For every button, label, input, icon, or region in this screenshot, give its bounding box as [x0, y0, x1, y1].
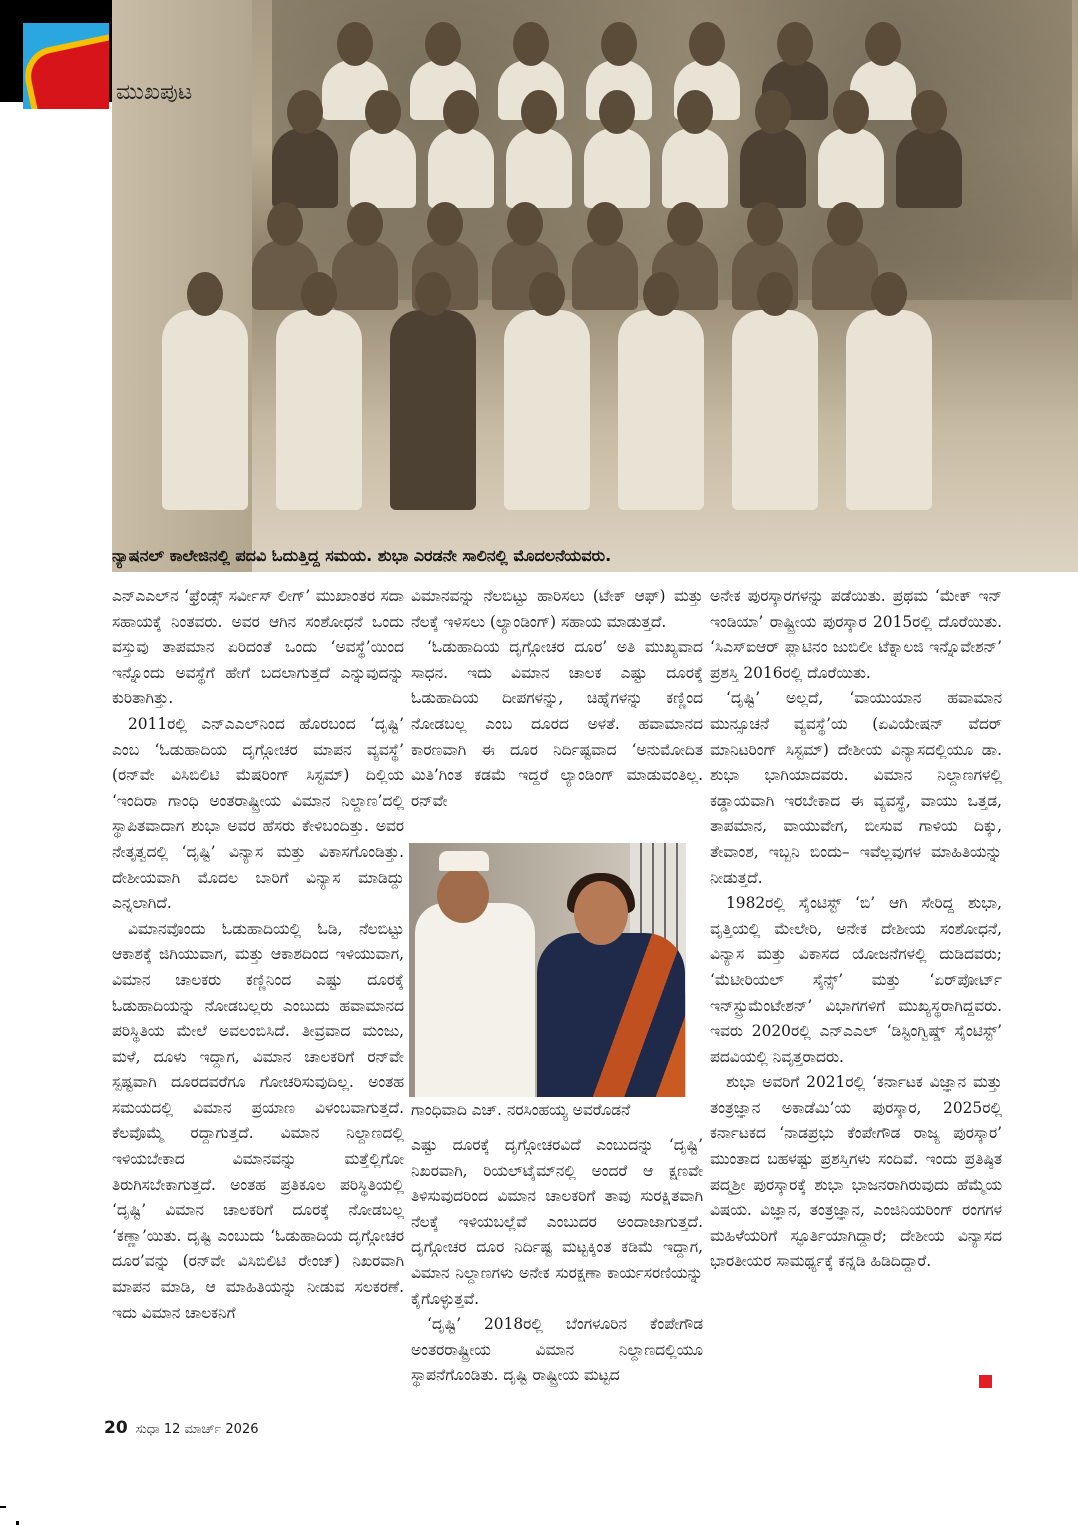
article-column-2: [411, 584, 703, 814]
person: [272, 128, 338, 208]
person: [818, 128, 884, 208]
paragraph: ‘ದೃಷ್ಟಿ’ ಅಲ್ಲದೆ, ‘ವಾಯುಯಾನ ಹವಾಮಾನ ಮುನ್ಸೂಚನೆ ವ್ಯವಸ್ಥೆ’ಯ (ಏವಿಯೇಷನ್ ವೆದರ್ ಮಾನಿಟರಿಂಗ್ ಸಿಸ್ಟಮ್) ದೇಶೀಯ ವಿನ್ಯಾಸದಲ್ಲಿಯೂ ಡಾ. ಶುಭಾ ಭಾಗಿಯಾದವರು. ವಿಮಾನ ನಿಲ್ದಾಣಗಳಲ್ಲಿ ಕಡ್ಡಾಯವಾಗಿ ಇರಬೇಕಾದ ಈ ವ್ಯವಸ್ಥೆ, ವಾಯು ಒತ್ತಡ, ತಾಪಮಾನ, ವಾಯುವೇಗ, ಬೀಸುವ ಗಾಳಿಯ ದಿಕ್ಕು, ತೇವಾಂಶ, ಇಬ್ಬನಿ ಬಿಂದು– ಇವೆಲ್ಲವುಗಳ ಮಾಹಿತಿಯನ್ನು ನೀಡುತ್ತದೆ.: [710, 689, 1002, 887]
photo-woman-face: [574, 881, 628, 945]
paragraph: ಎನ್‌ಎಎಲ್‌ನ ‘ಫ್ರೆಂಡ್ಸ್ ಸರ್ವೀಸ್ ಲೀಗ್’ ಮುಖಾಂತರ ಸದಾ ಸಹಾಯಕ್ಕೆ ನಿಂತವರು. ಅವರ ಆಗಿನ ಸಂಶೋಧನೆ ಒಂದು ವಸ್ತುವು ತಾಪಮಾನ ಏರಿದಂತೆ ಒಂದು ‘ಅವಸ್ಥೆ’ಯಿಂದ ಇನ್ನೊಂದು ಅವಸ್ಥೆಗೆ ಹೇಗೆ ಬದಲಾಗುತ್ತದೆ ಎನ್ನುವುದನ್ನು ಕುರಿತಾಗಿತ್ತು.: [112, 587, 404, 708]
paragraph: ವಿಮಾನವನ್ನು ನೆಲಬಿಟ್ಟು ಹಾರಿಸಲು (ಟೇಕ್ ಆಫ್) ಮತ್ತು ನೆಲಕ್ಕೆ ಇಳಿಸಲು (ಲ್ಯಾಂಡಿಂಗ್) ಸಹಾಯ ಮಾಡುತ್ತದೆ.: [411, 587, 703, 631]
person: [662, 128, 728, 208]
person: [506, 128, 572, 208]
paragraph: ‘ಓಡುಹಾದಿಯ ದೃಗ್ಗೋಚರ ದೂರ’ ಅತಿ ಮುಖ್ಯವಾದ ಸಾಧನ. ಇದು ವಿಮಾನ ಚಾಲಕ ಎಷ್ಟು ದೂರಕ್ಕೆ ಓಡುಹಾದಿಯ ದೀಪಗಳನ್ನು, ಚಿಹ್ನೆಗಳನ್ನು ಕಣ್ಣಿಂದ ನೋಡಬಲ್ಲ ಎಂಬ ದೂರದ ಅಳತೆ. ಹವಾಮಾನದ ಕಾರಣವಾಗಿ ಈ ದೂರ ನಿರ್ದಿಷ್ಟವಾದ ‘ಅನುಮೋದಿತ ಮಿತಿ’ಗಿಂತ ಕಡಮೆ ಇದ್ದರೆ ಲ್ಯಾಂಡಿಂಗ್ ಮಾಡುವಂತಿಲ್ಲ. ರನ್‌ವೇ: [411, 638, 703, 810]
person: [896, 128, 962, 208]
person: [740, 128, 806, 208]
paragraph: ‘ದೃಷ್ಟಿ’ 2018ರಲ್ಲಿ ಬೆಂಗಳೂರಿನ ಕೆಂಪೇಗೌಡ ಅಂತರರಾಷ್ಟ್ರೀಯ ವಿಮಾನ ನಿಲ್ದಾಣದಲ್ಲಿಯೂ ಸ್ಥಾಪನೆಗೊಂಡಿತು. ದೃಷ್ಟಿ ರಾಷ್ಟ್ರೀಯ ಮಟ್ಟದ: [411, 1315, 703, 1385]
section-label: ಮುಖಪುಟ: [116, 80, 193, 105]
person: [162, 310, 248, 510]
person: [846, 310, 932, 510]
paragraph: ಎಷ್ಟು ದೂರಕ್ಕೆ ದೃಗ್ಗೋಚರವಿದೆ ಎಂಬುದನ್ನು ‘ದೃಷ್ಟಿ’ ನಿಖರವಾಗಿ, ರಿಯಲ್‌ಟೈಮ್‌ನಲ್ಲಿ ಅಂದರೆ ಆ ಕ್ಷಣವೇ ತಿಳಿಸುವುದರಿಂದ ವಿಮಾನ ಚಾಲಕರಿಗೆ ತಾವು ಸುರಕ್ಷಿತವಾಗಿ ನೆಲಕ್ಕೆ ಇಳಿಯಬಲ್ಲೆವೆ ಎಂಬುದರ ಅಂದಾಜಾಗುತ್ತದೆ. ದೃಗ್ಗೋಚರ ದೂರ ನಿರ್ದಿಷ್ಟ ಮಟ್ಟಕ್ಕಿಂತ ಕಡಿಮೆ ಇದ್ದಾಗ, ವಿಮಾನ ನಿಲ್ದಾಣಗಳು ಅನೇಕ ಸುರಕ್ಷಣಾ ಕಾರ್ಯಸರಣಿಯನ್ನು ಕೈಗೊಳ್ಳುತ್ತವೆ.: [411, 1136, 703, 1308]
person: [504, 310, 590, 510]
photo-man-face: [437, 867, 489, 923]
article-end-mark: [979, 1375, 992, 1388]
person: [276, 310, 362, 510]
inset-photo: [409, 843, 686, 1097]
article-column-2-continued: [411, 1133, 703, 1389]
person: [350, 128, 416, 208]
person: [332, 240, 398, 310]
photo-gandhi-cap: [439, 851, 489, 871]
paragraph: 2011ರಲ್ಲಿ ಎನ್‌ಎಎಲ್‌ನಿಂದ ಹೊರಬಂದ ‘ದೃಷ್ಟಿ’ ಎಂಬ ‘ಓಡುಹಾದಿಯ ದೃಗ್ಗೋಚರ ಮಾಪನ ವ್ಯವಸ್ಥೆ’ (ರನ್‌ವೇ ವಿಸಿಬಿಲಿಟಿ ಮೆಷರಿಂಗ್ ಸಿಸ್ಟಮ್) ದಿಲ್ಲಿಯ ‘ಇಂದಿರಾ ಗಾಂಧಿ ಅಂತರಾಷ್ಟ್ರೀಯ ವಿಮಾನ ನಿಲ್ದಾಣ’ದಲ್ಲಿ ಸ್ಥಾಪಿತವಾದಾಗ ಶುಭಾ ಅವರ ಹೆಸರು ಕೇಳಿಬಂದಿತ್ತು. ಅವರ ನೇತೃತ್ವದಲ್ಲಿ ‘ದೃಷ್ಟಿ’ ವಿನ್ಯಾಸ ಮತ್ತು ವಿಕಾಸಗೊಂಡಿತ್ತು. ದೇಶೀಯವಾಗಿ ಮೊದಲ ಬಾರಿಗೆ ವಿನ್ಯಾಸ ಮಾಡಿದ್ದು ಎನ್ನಲಾಗಿದೆ.: [112, 714, 404, 913]
magazine-logo: [23, 23, 109, 109]
article-column-3: [710, 584, 1002, 1275]
page-number: 20: [104, 1418, 128, 1438]
person: [732, 310, 818, 510]
photo-woman-sari: [537, 933, 685, 1097]
paragraph: 1982ರಲ್ಲಿ ಸೈಂಟಿಸ್ಟ್ ‘ಬಿ’ ಆಗಿ ಸೇರಿದ್ದ ಶುಭಾ, ವೃತ್ತಿಯಲ್ಲಿ ಮೇಲೇರಿ, ಅನೇಕ ದೇಶೀಯ ಸಂಶೋಧನೆ, ವಿನ್ಯಾಸ ಮತ್ತು ವಿಕಾಸದ ಯೋಜನೆಗಳಲ್ಲಿ ದುಡಿದವರು; ‘ಮೆಟೀರಿಯಲ್ ಸೈನ್ಸ್’ ಮತ್ತು ‘ಏರ್‌ಪೋರ್ಟ್ ಇನ್‌ಸ್ಟ್ರುಮೆಂಟೇಶನ್’ ವಿಭಾಗಗಳಿಗೆ ಮುಖ್ಯಸ್ಥರಾಗಿದ್ದವರು. ಇವರು 2020ರಲ್ಲಿ ಎನ್‌ಎಎಲ್ ‘ಡಿಸ್ಟಿಂಗ್ವಿಷ್ಡ್ ಸೈಂಟಿಸ್ಟ್’ ಪದವಿಯಲ್ಲಿ ನಿವೃತ್ತರಾದರು.: [710, 894, 1002, 1066]
person: [390, 310, 476, 510]
page-footer: [104, 1418, 259, 1438]
person: [584, 128, 650, 208]
article-column-1: [112, 584, 404, 1326]
person: [428, 128, 494, 208]
inset-photo-caption: ಗಾಂಧಿವಾದಿ ಎಚ್. ನರಸಿಂಹಯ್ಯ ಅವರೊಡನೆ: [411, 1101, 631, 1119]
crop-mark: [16, 1521, 19, 1525]
photo-man: [415, 903, 535, 1097]
photo-row-third: [272, 128, 962, 208]
photo-row-front: [162, 310, 932, 510]
crop-mark: [0, 1506, 6, 1508]
book-icon: [23, 31, 109, 109]
person: [618, 310, 704, 510]
person: [572, 240, 638, 310]
person: [812, 240, 878, 310]
publication-date: ಸುಧಾ 12 ಮಾರ್ಚ್ 2026: [135, 1422, 259, 1437]
group-photo: [112, 0, 1078, 572]
group-photo-caption: ನ್ಯಾಷನಲ್ ಕಾಲೇಜಿನಲ್ಲಿ ಪದವಿ ಓದುತ್ತಿದ್ದ ಸಮಯ. ಶುಭಾ ಎರಡನೇ ಸಾಲಿನಲ್ಲಿ ಮೊದಲನೆಯವರು.: [112, 546, 612, 565]
paragraph: ಅನೇಕ ಪುರಸ್ಕಾರಗಳನ್ನು ಪಡೆಯಿತು. ಪ್ರಥಮ ‘ಮೇಕ್ ಇನ್ ಇಂಡಿಯಾ’ ರಾಷ್ಟ್ರೀಯ ಪುರಸ್ಕಾರ 2015ರಲ್ಲಿ ದೊರೆಯಿತು. ‘ಸಿಎಸ್‌ಐಆರ್ ಪ್ಲಾಟಿನಂ ಜುಬಿಲೀ ಟೆಕ್ನಾಲಜಿ ಇನ್ನೊವೇಶನ್’ ಪ್ರಶಸ್ತಿ 2016ರಲ್ಲಿ ದೊರೆಯಿತು.: [710, 587, 1002, 682]
paragraph: ವಿಮಾನವೊಂದು ಓಡುಹಾದಿಯಲ್ಲಿ ಓಡಿ, ನೆಲಬಿಟ್ಟು ಆಕಾಶಕ್ಕೆ ಜಿಗಿಯುವಾಗ, ಮತ್ತು ಆಕಾಶದಿಂದ ಇಳಿಯುವಾಗ, ವಿಮಾನ ಚಾಲಕರು ಕಣ್ಣಿನಿಂದ ಎಷ್ಟು ದೂರಕ್ಕೆ ಓಡುಹಾದಿಯನ್ನು ನೋಡಬಲ್ಲರು ಎಂಬುದು ಹವಾಮಾನದ ಪರಿಸ್ಥಿತಿಯ ಮೇಲೆ ಅವಲಂಬಿಸಿದೆ. ತೀವ್ರವಾದ ಮಂಜು, ಮಳೆ, ದೂಳು ಇದ್ದಾಗ, ವಿಮಾನ ಚಾಲಕರಿಗೆ ರನ್‌ವೇ ಸ್ಪಷ್ಟವಾಗಿ ದೂರದವರೆಗೂ ಗೋಚರಿಸುವುದಿಲ್ಲ. ಅಂತಹ ಸಮಯದಲ್ಲಿ ವಿಮಾನ ಪ್ರಯಾಣ ವಿಳಂಬವಾಗುತ್ತದೆ. ಕೆಲವೊಮ್ಮೆ ರದ್ದಾಗುತ್ತದೆ. ವಿಮಾನ ನಿಲ್ದಾಣದಲ್ಲಿ ಇಳಿಯಬೇಕಾದ ವಿಮಾನವನ್ನು ಮತ್ತೆಲ್ಲಿಗೋ ತಿರುಗಿಸಬೇಕಾಗುತ್ತದೆ. ಅಂತಹ ಪ್ರತಿಕೂಲ ಪರಿಸ್ಥಿತಿಯಲ್ಲಿ ‘ದೃಷ್ಟಿ’ ವಿಮಾನ ಚಾಲಕರಿಗೆ ದೂರಕ್ಕೆ ನೋಡಬಲ್ಲ ‘ಕಣ್ಣಾ’ಯಿತು. ದೃಷ್ಟಿ ಎಂಬುದು ‘ಓಡುಹಾದಿಯ ದೃಗ್ಗೋಚರ ದೂರ’ವನ್ನು (ರನ್‌ವೇ ವಿಸಿಬಿಲಿಟಿ ರೇಂಜ್) ನಿಖರವಾಗಿ ಮಾಪನ ಮಾಡಿ, ಆ ಮಾಹಿತಿಯನ್ನು ನೀಡುವ ಸಲಕರಣೆ. ಇದು ವಿಮಾನ ಚಾಲಕನಿಗೆ: [112, 919, 404, 1322]
paragraph: ಶುಭಾ ಅವರಿಗೆ 2021ರಲ್ಲಿ ‘ಕರ್ನಾಟಕ ವಿಜ್ಞಾನ ಮತ್ತು ತಂತ್ರಜ್ಞಾನ ಅಕಾಡೆಮಿ’ಯ ಪುರಸ್ಕಾರ, 2025ರಲ್ಲಿ ಕರ್ನಾಟಕದ ‘ನಾಡಪ್ರಭು ಕೆಂಪೇಗೌಡ ರಾಜ್ಯ ಪುರಸ್ಕಾರ’ ಮುಂತಾದ ಬಹಳಷ್ಟು ಪ್ರಶಸ್ತಿಗಳು ಸಂದಿವೆ. ಇಂದು ಪ್ರತಿಷ್ಠಿತ ಪದ್ಮಶ್ರೀ ಪುರಸ್ಕಾರಕ್ಕೆ ಶುಭಾ ಭಾಜನರಾಗಿರುವುದು ಹೆಮ್ಮೆಯ ವಿಷಯ. ವಿಜ್ಞಾನ, ತಂತ್ರಜ್ಞಾನ, ಎಂಜಿನಿಯರಿಂಗ್ ರಂಗಗಳ ಮಹಿಳೆಯರಿಗೆ ಸ್ಫೂರ್ತಿಯಾಗಿದ್ದಾರೆ; ದೇಶೀಯ ವಿನ್ಯಾಸದ ಭಾರತೀಯರ ಸಾಮರ್ಥ್ಯಕ್ಕೆ ಕನ್ನಡಿ ಹಿಡಿದಿದ್ದಾರೆ.: [710, 1073, 1002, 1271]
